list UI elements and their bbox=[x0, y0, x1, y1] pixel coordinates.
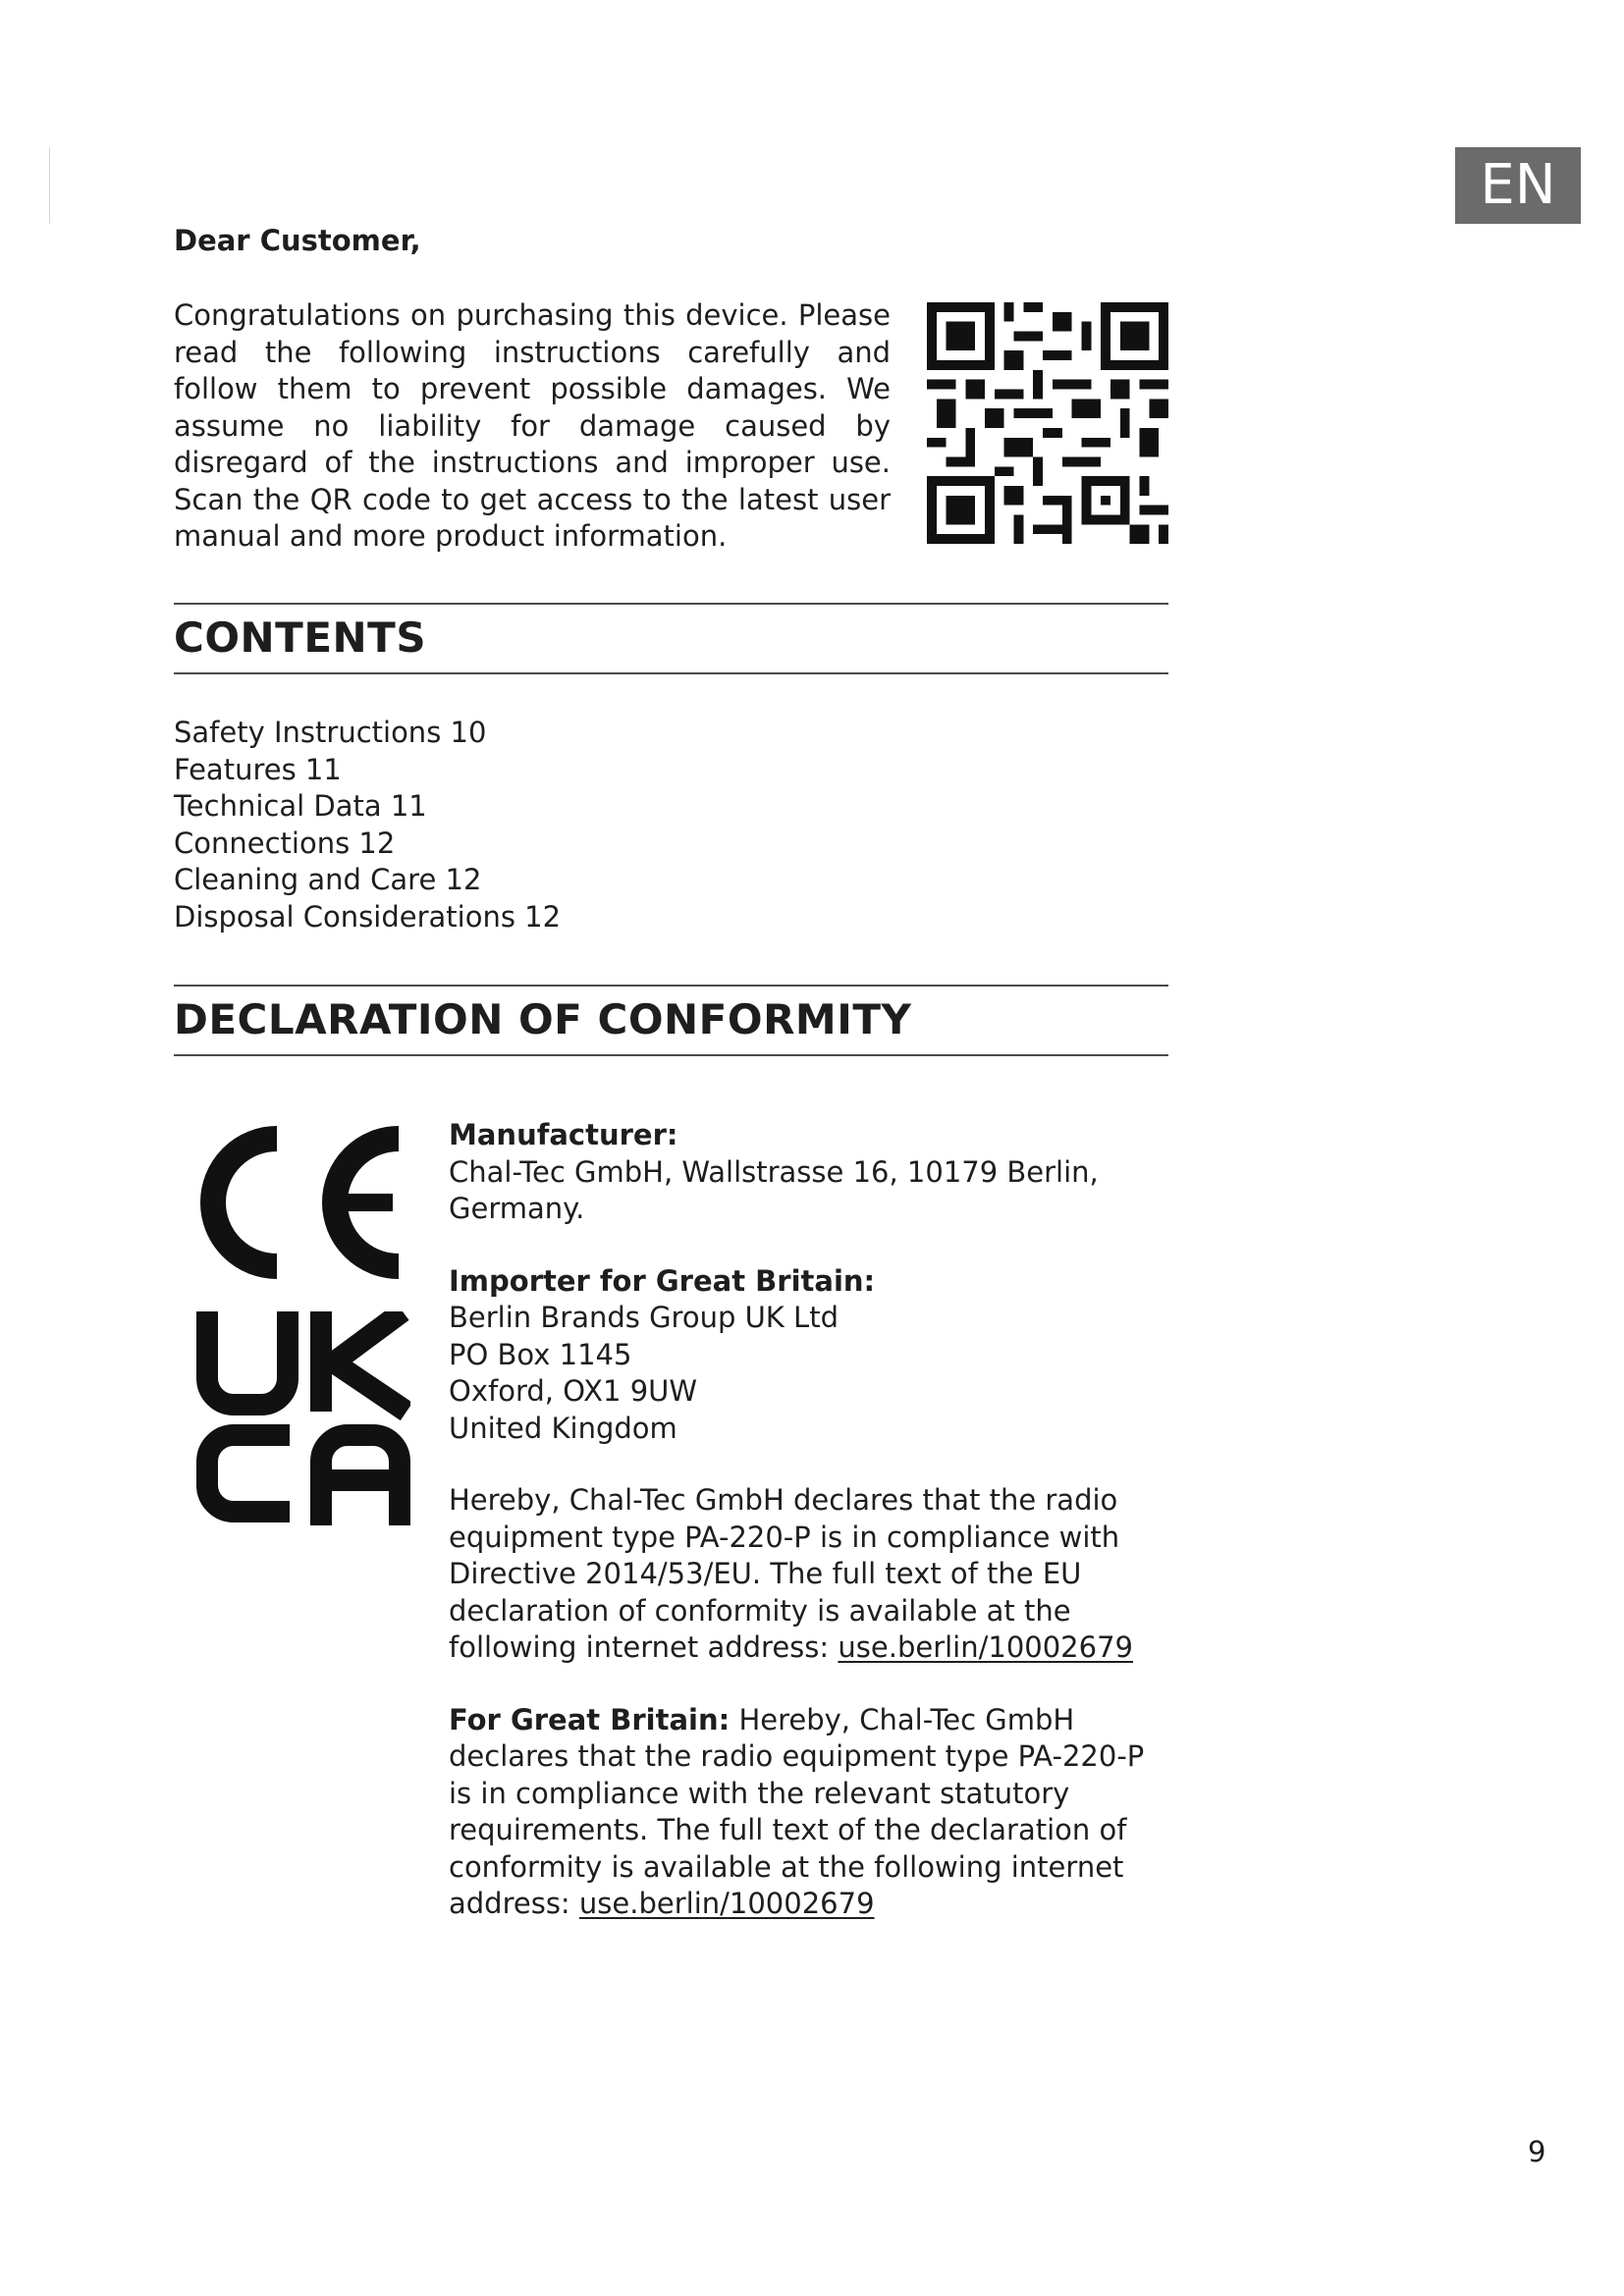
contents-rule-top bbox=[174, 603, 1168, 605]
toc-item-technical-data[interactable]: Technical Data 11 bbox=[174, 789, 427, 823]
manufacturer-country: Germany. bbox=[449, 1192, 585, 1225]
contents-rule-bottom bbox=[174, 672, 1168, 674]
language-tab: EN bbox=[1455, 147, 1581, 224]
contents-heading: CONTENTS bbox=[174, 614, 427, 662]
manufacturer-label: Manufacturer: bbox=[449, 1118, 678, 1151]
manufacturer-block bbox=[449, 1117, 1175, 1228]
ce-mark-icon bbox=[194, 1125, 412, 1280]
gb-declaration-paragraph bbox=[449, 1702, 1175, 1923]
toc-item-features[interactable]: Features 11 bbox=[174, 752, 342, 786]
manufacturer-address-line: Chal-Tec GmbH, Wallstrasse 16, 10179 Berlin, bbox=[449, 1154, 1099, 1189]
salutation: Dear Customer, bbox=[174, 224, 421, 257]
qr-code-icon[interactable] bbox=[927, 302, 1168, 544]
importer-city: Oxford, OX1 9UW bbox=[449, 1374, 698, 1408]
declaration-rule-bottom bbox=[174, 1054, 1168, 1056]
toc-item-connections[interactable]: Connections 12 bbox=[174, 826, 396, 860]
toc-item-cleaning[interactable]: Cleaning and Care 12 bbox=[174, 863, 482, 896]
ukca-mark-icon bbox=[196, 1311, 410, 1525]
intro-paragraph: Congratulations on purchasing this device. Please read the following instructions carefully and follow them to prevent possible damages. We assume no liability for damage caused by disregard of the instructions and improper use. Scan the QR code to get access to the latest user manual and more product information. bbox=[174, 298, 891, 553]
importer-company: Berlin Brands Group UK Ltd bbox=[449, 1301, 839, 1334]
gb-declaration-lead: For Great Britain: bbox=[449, 1702, 731, 1736]
declaration-rule-top bbox=[174, 985, 1168, 987]
importer-country: United Kingdom bbox=[449, 1411, 677, 1445]
eu-declaration-link[interactable]: use.berlin/10002679 bbox=[838, 1630, 1133, 1664]
importer-block bbox=[449, 1263, 1175, 1448]
toc-item-disposal[interactable]: Disposal Considerations 12 bbox=[174, 899, 562, 934]
eu-declaration-text: Hereby, Chal-Tec GmbH declares that the radio equipment type PA-220-P is in compliance with Directive 2014/53/EU. The full text of the EU declaration of conformity is available at the following internet address: bbox=[449, 1483, 1120, 1664]
importer-label: Importer for Great Britain: bbox=[449, 1263, 876, 1298]
contents-list bbox=[174, 715, 561, 935]
gutter-line bbox=[49, 147, 50, 224]
toc-item-safety[interactable]: Safety Instructions 10 bbox=[174, 716, 487, 749]
conformity-details bbox=[449, 1117, 1175, 1958]
gb-declaration-text: Hereby, Chal-Tec GmbH declares that the radio equipment type PA-220-P is in compliance with the relevant statutory requirements. The full text of the declaration of conformity is available at the following internet address: bbox=[449, 1702, 1145, 1920]
eu-declaration-paragraph bbox=[449, 1482, 1175, 1667]
gb-declaration-link[interactable]: use.berlin/10002679 bbox=[578, 1887, 875, 1920]
page-number: 9 bbox=[1528, 2135, 1546, 2168]
importer-po-box: PO Box 1145 bbox=[449, 1337, 632, 1371]
declaration-heading: DECLARATION OF CONFORMITY bbox=[174, 995, 912, 1043]
